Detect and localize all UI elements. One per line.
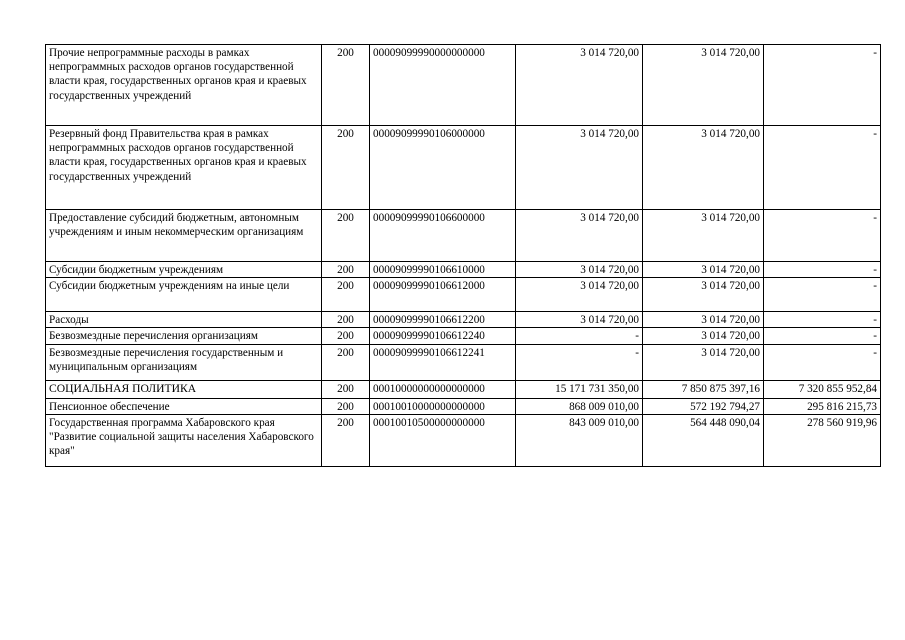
row-line-code: 200 [322, 278, 370, 312]
row-unexecuted: 278 560 919,96 [764, 414, 881, 466]
row-name: Расходы [46, 312, 322, 328]
row-approved: 3 014 720,00 [516, 262, 643, 278]
row-name: Государственная программа Хабаровского края "Развитие социальной защиты населения Хабаровского края" [46, 414, 322, 466]
table-row [46, 312, 881, 328]
row-line-code: 200 [322, 414, 370, 466]
table-body [46, 45, 881, 467]
table-row [46, 262, 881, 278]
row-approved: - [516, 344, 643, 380]
row-name: Безвозмездные перечисления организациям [46, 328, 322, 344]
table-row [46, 278, 881, 312]
row-classification-code: 00009099990106612240 [370, 328, 516, 344]
table-row [46, 380, 881, 398]
row-name: Прочие непрограммные расходы в рамках непрограммных расходов органов государственной власти края, государственных органов края и краевых государственных учреждений [46, 45, 322, 126]
row-executed: 3 014 720,00 [643, 210, 764, 262]
table-row [46, 398, 881, 414]
row-executed: 3 014 720,00 [643, 126, 764, 210]
row-executed: 564 448 090,04 [643, 414, 764, 466]
row-unexecuted: - [764, 126, 881, 210]
row-unexecuted: - [764, 312, 881, 328]
row-approved: 3 014 720,00 [516, 278, 643, 312]
row-line-code: 200 [322, 210, 370, 262]
row-unexecuted: - [764, 262, 881, 278]
row-classification-code: 00010010500000000000 [370, 414, 516, 466]
row-line-code: 200 [322, 312, 370, 328]
row-approved: - [516, 328, 643, 344]
table-row [46, 210, 881, 262]
row-approved: 3 014 720,00 [516, 312, 643, 328]
row-executed: 3 014 720,00 [643, 328, 764, 344]
row-name: Резервный фонд Правительства края в рамках непрограммных расходов органов государственной власти края, государственных органов края и краевых государственных учреждений [46, 126, 322, 210]
row-executed: 3 014 720,00 [643, 262, 764, 278]
row-approved: 15 171 731 350,00 [516, 380, 643, 398]
table-row [46, 344, 881, 380]
row-approved: 3 014 720,00 [516, 45, 643, 126]
row-classification-code: 00009099990106612000 [370, 278, 516, 312]
row-name: Безвозмездные перечисления государственным и муниципальным организациям [46, 344, 322, 380]
row-name: Субсидии бюджетным учреждениям на иные цели [46, 278, 322, 312]
row-name: Субсидии бюджетным учреждениям [46, 262, 322, 278]
row-line-code: 200 [322, 262, 370, 278]
row-approved: 3 014 720,00 [516, 210, 643, 262]
row-classification-code: 00009099990106000000 [370, 126, 516, 210]
row-approved: 3 014 720,00 [516, 126, 643, 210]
table-row [46, 126, 881, 210]
row-unexecuted: 7 320 855 952,84 [764, 380, 881, 398]
row-unexecuted: - [764, 210, 881, 262]
row-line-code: 200 [322, 398, 370, 414]
row-classification-code: 00010000000000000000 [370, 380, 516, 398]
row-executed: 3 014 720,00 [643, 312, 764, 328]
row-unexecuted: 295 816 215,73 [764, 398, 881, 414]
row-line-code: 200 [322, 126, 370, 210]
row-approved: 843 009 010,00 [516, 414, 643, 466]
row-line-code: 200 [322, 328, 370, 344]
row-unexecuted: - [764, 344, 881, 380]
table-row [46, 414, 881, 466]
row-classification-code: 00009099990106612200 [370, 312, 516, 328]
expenditure-table [45, 44, 881, 467]
row-line-code: 200 [322, 344, 370, 380]
table-row [46, 45, 881, 126]
row-classification-code: 00009099990000000000 [370, 45, 516, 126]
row-classification-code: 00009099990106600000 [370, 210, 516, 262]
table-row [46, 328, 881, 344]
row-unexecuted: - [764, 328, 881, 344]
row-executed: 3 014 720,00 [643, 278, 764, 312]
row-executed: 3 014 720,00 [643, 45, 764, 126]
row-executed: 572 192 794,27 [643, 398, 764, 414]
row-name: СОЦИАЛЬНАЯ ПОЛИТИКА [46, 380, 322, 398]
row-classification-code: 00009099990106610000 [370, 262, 516, 278]
row-classification-code: 00009099990106612241 [370, 344, 516, 380]
row-classification-code: 00010010000000000000 [370, 398, 516, 414]
row-line-code: 200 [322, 380, 370, 398]
row-unexecuted: - [764, 278, 881, 312]
row-line-code: 200 [322, 45, 370, 126]
row-executed: 3 014 720,00 [643, 344, 764, 380]
row-name: Предоставление субсидий бюджетным, автономным учреждениям и иным некоммерческим организациям [46, 210, 322, 262]
row-approved: 868 009 010,00 [516, 398, 643, 414]
row-executed: 7 850 875 397,16 [643, 380, 764, 398]
row-unexecuted: - [764, 45, 881, 126]
row-name: Пенсионное обеспечение [46, 398, 322, 414]
